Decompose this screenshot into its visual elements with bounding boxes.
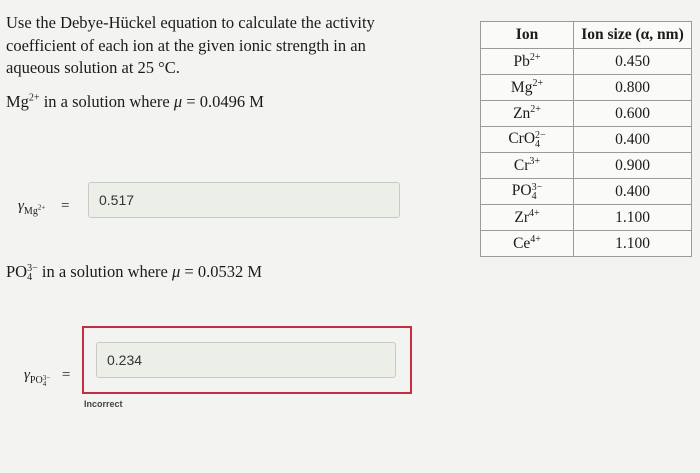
q2-gamma-subscript: PO 3− 4 — [29, 373, 51, 388]
q1-gamma-subscript: Mg2+ — [23, 203, 46, 217]
table-row — [481, 127, 692, 153]
problem-statement: Use the Debye-Hückel equation to calculate the activity coefficient of each ion at the given ionic strength in an aqueous solution at 25 °C. — [6, 13, 375, 77]
table-row — [481, 153, 692, 179]
ion-cell: $Pb^{2+}$ — [481, 49, 574, 75]
question-1-prompt — [6, 92, 264, 112]
table-row — [481, 101, 692, 127]
size-cell: 0.600 — [574, 101, 692, 127]
q1-answer-input[interactable]: 0.517 — [88, 182, 400, 218]
q1-equals: = — [182, 92, 200, 111]
size-cell: 0.400 — [574, 127, 692, 153]
ion-cell: CrO 2− 4 — [481, 127, 574, 153]
table-row — [481, 231, 692, 257]
table-row — [481, 179, 692, 205]
q1-ion-charge: 2+ — [28, 92, 40, 104]
ion-cell: $Mg^{2+}$ — [481, 75, 574, 101]
header-ion: Ion — [481, 22, 574, 49]
ion-cell: $Zn^{2+}$ — [481, 101, 574, 127]
q1-variable-label — [18, 198, 70, 217]
q2-mu-symbol: μ — [172, 262, 181, 281]
q2-answer-input[interactable]: 0.234 — [96, 342, 396, 378]
ion-cell: PO 3− 4 — [481, 179, 574, 205]
ion-cell: $Ce^{4+}$ — [481, 231, 574, 257]
question-2-prompt — [6, 262, 262, 282]
q1-equals-sign: = — [61, 198, 70, 214]
ion-size-table — [480, 21, 692, 257]
size-cell: 0.450 — [574, 49, 692, 75]
q1-mu-value: 0.0496 M — [199, 92, 264, 111]
table-row — [481, 49, 692, 75]
size-cell: 1.100 — [574, 205, 692, 231]
q1-gamma: γ — [18, 198, 24, 214]
q2-equals-sign: = — [61, 367, 71, 383]
q1-prompt-text: in a solution where — [39, 92, 174, 111]
q1-ion: Mg — [6, 92, 29, 111]
size-cell: 0.400 — [574, 179, 692, 205]
q2-variable-label — [24, 367, 70, 387]
table-row — [481, 205, 692, 231]
table-header-row — [481, 22, 692, 49]
size-cell: 0.900 — [574, 153, 692, 179]
table-row — [481, 75, 692, 101]
ion-cell: $Zr^{4+}$ — [481, 205, 574, 231]
size-cell: 0.800 — [574, 75, 692, 101]
q2-prompt-text: in a solution where — [37, 262, 172, 281]
q2-equals: = — [180, 262, 198, 281]
q2-mu-value: 0.0532 M — [197, 262, 263, 281]
q2-ion-scripts: 3− 4 — [27, 263, 38, 284]
q1-mu-symbol: μ — [173, 92, 183, 111]
q2-gamma: γ — [24, 367, 30, 383]
q2-status-label: Incorrect — [84, 399, 123, 409]
header-ion-size: Ion size (α, nm) — [574, 22, 692, 49]
size-cell: 1.100 — [574, 231, 692, 257]
ion-cell: $Cr^{3+}$ — [481, 153, 574, 179]
q2-ion: PO — [6, 262, 28, 281]
